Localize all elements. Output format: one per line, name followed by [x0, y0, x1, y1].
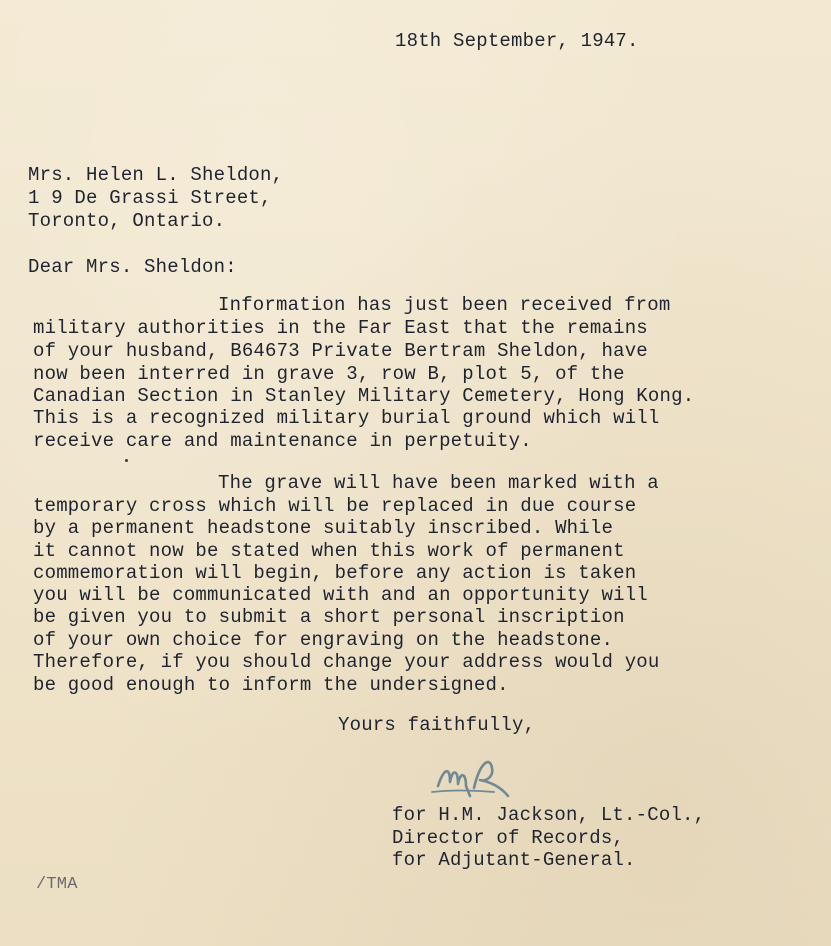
signatory-office: for Adjutant-General.	[392, 849, 636, 871]
paragraph2-line: be given you to submit a short personal inscription	[33, 606, 625, 628]
paragraph2-line: Therefore, if you should change your address would you	[33, 651, 660, 673]
paragraph1-line: Canadian Section in Stanley Military Cemetery, Hong Kong.	[33, 385, 695, 407]
paragraph2-line: be good enough to inform the undersigned.	[33, 674, 509, 696]
recipient-name: Mrs. Helen L. Sheldon,	[28, 164, 284, 186]
recipient-city: Toronto, Ontario.	[28, 210, 226, 232]
paragraph1-line: This is a recognized military burial ground which will	[33, 407, 660, 429]
reference-initials: /TMA	[36, 875, 78, 894]
handwritten-signature	[430, 752, 530, 804]
signatory-title: Director of Records,	[392, 827, 625, 849]
signatory-name: for H.M. Jackson, Lt.-Col.,	[392, 804, 706, 826]
paragraph2-line: The grave will have been marked with a	[218, 472, 659, 494]
paragraph2-line: you will be communicated with and an opportunity will	[33, 584, 648, 606]
paragraph1-line: receive care and maintenance in perpetuity.	[33, 430, 532, 452]
paragraph2-line: commemoration will begin, before any action is taken	[33, 562, 637, 584]
paragraph2-line: it cannot now be stated when this work of permanent	[33, 540, 625, 562]
paragraph1-line: of your husband, B64673 Private Bertram Sheldon, have	[33, 340, 648, 362]
recipient-street: 1 9 De Grassi Street,	[28, 187, 272, 209]
letter-date: 18th September, 1947.	[395, 30, 639, 52]
paragraph2-line: by a permanent headstone suitably inscribed. While	[33, 517, 614, 539]
paragraph2-line: temporary cross which will be replaced in due course	[33, 495, 637, 517]
paragraph1-line: now been interred in grave 3, row B, plot 5, of the	[33, 363, 625, 385]
salutation: Dear Mrs. Sheldon:	[28, 256, 237, 278]
ink-speck	[125, 459, 128, 462]
paragraph1-line: Information has just been received from	[218, 294, 671, 316]
closing: Yours faithfully,	[338, 714, 536, 736]
paragraph1-line: military authorities in the Far East that the remains	[33, 317, 648, 339]
paragraph2-line: of your own choice for engraving on the headstone.	[33, 629, 614, 651]
